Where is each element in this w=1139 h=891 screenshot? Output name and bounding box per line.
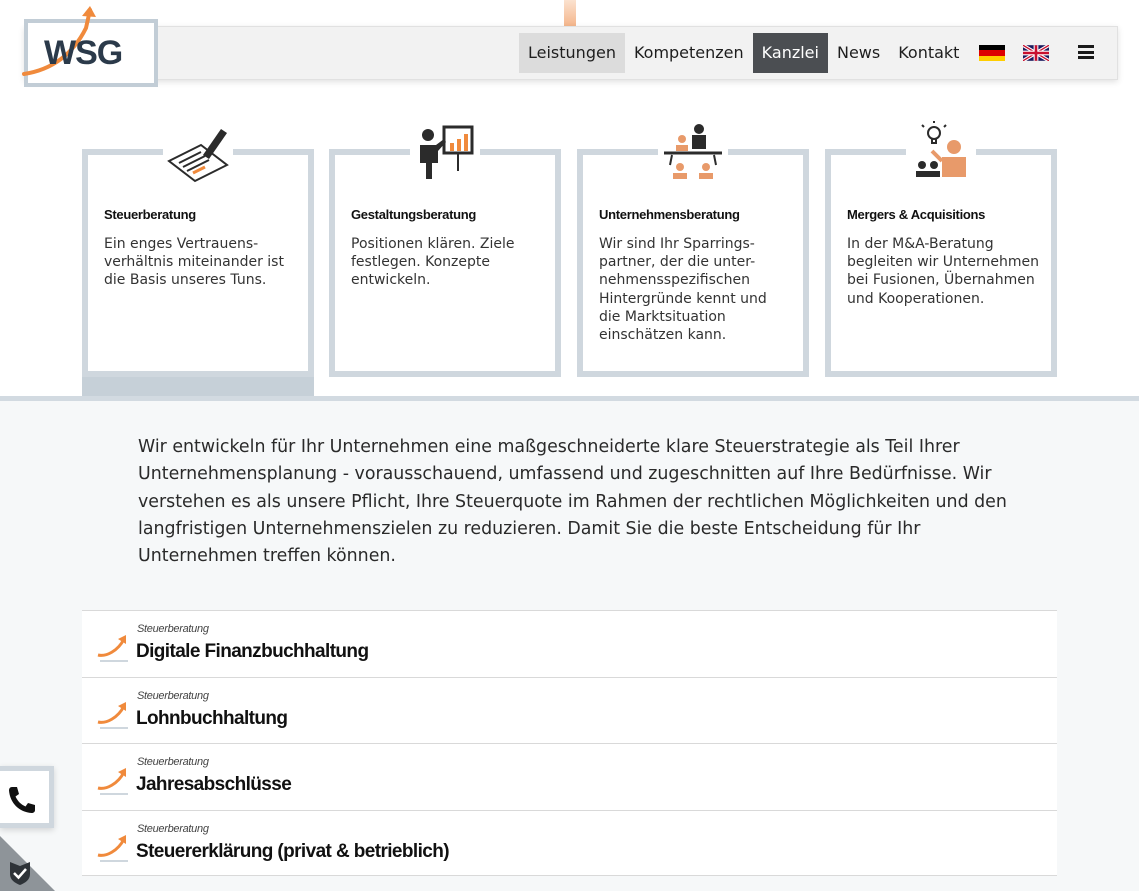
orange-arrow-icon	[96, 766, 130, 796]
orange-arrow-icon	[96, 833, 130, 863]
list-item[interactable]	[82, 743, 1057, 810]
list-item[interactable]	[82, 610, 1057, 677]
list-item[interactable]	[82, 677, 1057, 744]
hamburger-menu-icon[interactable]	[1078, 45, 1094, 59]
card-title: Gestaltungsberatung	[351, 207, 477, 222]
service-title: Lohnbuchhaltung	[136, 707, 288, 729]
nav-item-news[interactable]: News	[836, 43, 881, 62]
card-title: Mergers & Acquisitions	[847, 207, 986, 222]
wsg-logo[interactable]	[20, 4, 150, 84]
service-category: Steuerberatung	[137, 623, 209, 635]
nav-item-kompetenzen[interactable]: Kompetenzen	[633, 43, 744, 62]
signing-document-icon	[163, 121, 233, 187]
phone-call-button[interactable]	[0, 766, 54, 828]
main-navigation	[519, 33, 968, 73]
service-category: Steuerberatung	[137, 822, 209, 835]
list-item[interactable]	[82, 810, 1057, 877]
card-title: Unternehmensberatung	[599, 207, 740, 222]
nav-item-kontakt[interactable]: Kontakt	[898, 43, 960, 62]
presentation-board-icon	[410, 121, 480, 187]
card-text: Ein enges Vertrauens-verhältnis miteinander ist die Basis unseres Tuns.	[104, 236, 284, 289]
logo-text: WSG	[44, 34, 123, 72]
meeting-table-icon	[658, 121, 728, 187]
uk-flag-icon[interactable]	[1023, 45, 1049, 61]
service-category: Steuerberatung	[137, 756, 209, 768]
service-list	[82, 610, 1057, 876]
service-card-gestaltungsberatung[interactable]	[329, 149, 561, 377]
top-accent-bar	[564, 0, 576, 27]
service-title: Steuererklärung (privat & betrieblich)	[136, 840, 449, 862]
service-card-mergers-acquisitions[interactable]	[825, 149, 1057, 377]
card-text: Wir sind Ihr Sparrings-partner, der die unter-nehmensspezifischen Hintergründe kennt und die Marktsituation einschätzen kann.	[599, 236, 767, 344]
card-text: In der M&A-Beratung begleiten wir Unternehmen bei Fusionen, Übernahmen und Kooperationen.	[847, 236, 1039, 307]
service-card-steuerberatung[interactable]	[82, 149, 314, 377]
intro-paragraph: Wir entwickeln für Ihr Unternehmen eine maßgeschneiderte klare Steuerstrategie als Teil Ihrer Unternehmensplanung - vorausschauend, umfassend und zugeschnitten auf Ihre Bedürfnisse. Wir verstehen es als unsere Pflicht, Ihre Steuerquote im Rahmen der rechtlichen Möglichkeiten und den langfristigen Unternehmenszielen zu reduzieren. Damit Sie die beste Entscheidung für Ihr Unternehmen treffen können.	[138, 437, 1007, 567]
phone-icon	[6, 784, 38, 816]
nav-item-kanzlei[interactable]: Kanzlei	[753, 33, 828, 73]
orange-arrow-icon	[96, 633, 130, 663]
idea-team-icon	[906, 121, 976, 187]
service-card-unternehmensberatung[interactable]	[577, 149, 809, 377]
service-title: Jahresabschlüsse	[136, 774, 292, 795]
service-category: Steuerberatung	[137, 689, 209, 702]
service-title: Digitale Finanzbuchhaltung	[136, 641, 369, 662]
card-text: Positionen klären. Ziele festlegen. Konzepte entwickeln.	[351, 236, 515, 289]
card-title: Steuerberatung	[104, 207, 196, 222]
german-flag-icon[interactable]	[979, 45, 1005, 61]
nav-item-leistungen[interactable]: Leistungen	[519, 33, 625, 73]
orange-arrow-icon	[96, 700, 130, 730]
privacy-shield-icon[interactable]	[0, 836, 55, 891]
